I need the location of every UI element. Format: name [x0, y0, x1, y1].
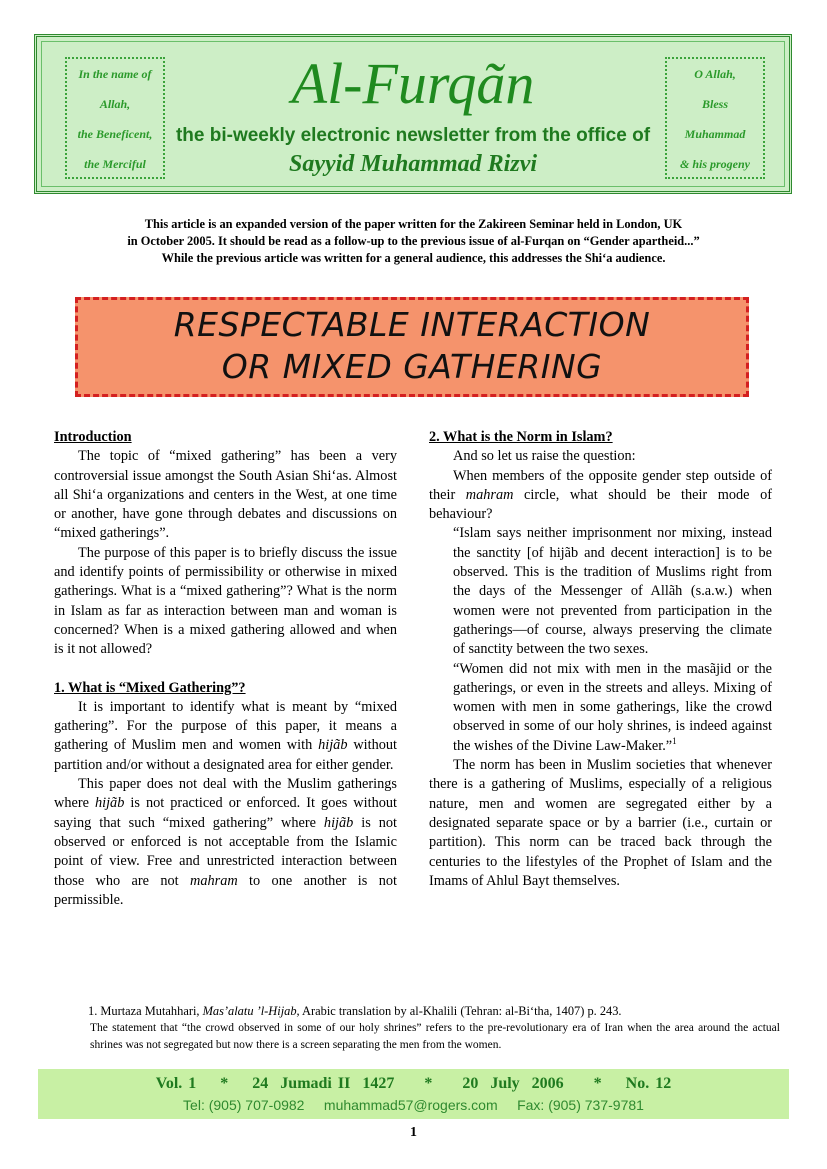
- right-salutation-line: Muhammad: [684, 127, 746, 141]
- intro-note-line: in October 2005. It should be read as a follow-up to the previous issue of al-Furqan on “Gender apartheid...”: [127, 234, 700, 248]
- quotation-2: “Women did not mix with men in the masãjid or the gatherings, or even in the streets and alleys. Mixing of women with men in some gatherings, like the crowd observed in some of our holy shrines, is indeed against the wishes of the Divine Law-Maker.”$^1$: [453, 660, 772, 754]
- left-invocation-line: In the name of: [78, 67, 152, 81]
- right-salutation-line: Bless: [701, 97, 728, 111]
- page-number: 1: [410, 1125, 417, 1140]
- section-2-heading: 2. What is the Norm in Islam?: [429, 429, 613, 445]
- introduction-heading: Introduction: [54, 429, 132, 445]
- quotation-1: “Islam says neither imprisonment nor mixing, instead the sanctity [of hijãb and decent interaction] is to be observed. This is the tradition of Muslims right from the days of the Messenger of Allãh (s.a.w.) when women were not prevented from participation in the gatherings—of course, always preserving the climate of sanctity between the two sexes.: [453, 525, 772, 658]
- right-salutation-box: [665, 57, 765, 179]
- masthead: [34, 34, 792, 194]
- newsletter-footer: [38, 1069, 789, 1119]
- left-column: [54, 428, 397, 910]
- left-invocation-line: Allah,: [99, 97, 131, 111]
- section-1-heading: 1. What is “Mixed Gathering”?: [54, 679, 246, 696]
- section-1-paragraph-2: This paper does not deal with the Muslim gatherings where hijãb is not practiced or enforced. It goes without saying that such “mixed gathering” where hijãb is not observed or enforced is not acceptable from the Islamic point of view. Free and unrestricted interaction between those who are not mahram to one another is not permissible.: [54, 776, 397, 908]
- article-title-line-1: RESPECTABLE INTERACTION: [173, 305, 651, 344]
- newsletter-title: Al-Furqãn: [291, 51, 535, 116]
- footnote-citation: 1. Murtaza Mutahhari, Mas’alatu ’l-Hijab, Arabic translation by al-Khalili (Tehran: al-Bi‘tha, 1407) p. 243.: [88, 1004, 622, 1018]
- footnote-reference[interactable]: 1: [672, 735, 677, 746]
- intro-note-line: While the previous article was written for a general audience, this addresses the Shi‘a audience.: [161, 251, 666, 265]
- contact-info: Tel: (905) 707-0982 muhammad57@rogers.com Fax: (905) 737-9781: [183, 1097, 644, 1113]
- section-2-paragraph-1: And so let us raise the question:: [453, 448, 636, 465]
- intro-paragraph-1: The topic of “mixed gathering” has been a very controversial issue amongst the South Asian Shi‘as. Almost all Shi‘a organizations and centers in the West, at one time or another, have gone through debates and discussions on “mixed gatherings”.: [54, 448, 397, 542]
- right-column: [429, 428, 772, 891]
- article-title-banner: [75, 297, 749, 397]
- section-1-paragraph-1: It is important to identify what is meant by “mixed gathering”. For the purpose of this paper, it means a gathering of Muslim men and women with hijãb without partition and/or without a designated area for either gender.: [54, 698, 398, 773]
- right-salutation-line: O Allah,: [694, 67, 736, 81]
- newsletter-subtitle: the bi-weekly electronic newsletter from the office of: [175, 125, 651, 146]
- left-invocation-line: the Beneficent,: [77, 127, 153, 141]
- section-2-paragraph-3: The norm has been in Muslim societies that whenever there is a gathering of Muslims, especially of a religious nature, men and women are segregated either by a designated separate space or by a barrier (i.e., curtain or partition). This norm can be traced back through the centuries to the lifestyles of the Prophet of Islam and the Imams of Ahlul Bayt themselves.: [429, 757, 772, 889]
- newsletter-author: Sayyid Muhammad Rizvi: [288, 151, 538, 177]
- issue-info: Vol. 1 * 24 Jumadi II 1427 * 20 July 2006 * No. 12: [155, 1075, 672, 1092]
- right-salutation-line: & his progeny: [679, 157, 750, 171]
- left-invocation-line: the Merciful: [84, 157, 146, 171]
- section-2-paragraph-2: When members of the opposite gender step outside of their mahram circle, what should be their mode of behaviour?: [429, 467, 772, 523]
- intro-paragraph-2: The purpose of this paper is to briefly discuss the issue and identify points of permissibility or otherwise in mixed gatherings. What is a “mixed gathering”? What is the norm in Islam as far as interaction between man and woman is concerned? When is a mixed gathering allowed and when is it not allowed?: [54, 544, 397, 658]
- article-intro-note: [40, 216, 787, 267]
- footnote-note: The statement that “the crowd observed in some of our holy shrines” refers to the pre-revolutionary era of Iran when the area around the actual shrines was not segregated but now there is a screen separating the men from the women.: [90, 1022, 780, 1051]
- intro-note-line: This article is an expanded version of the paper written for the Zakireen Seminar held in London, UK: [144, 217, 683, 231]
- article-title-line-2: OR MIXED GATHERING: [221, 347, 603, 386]
